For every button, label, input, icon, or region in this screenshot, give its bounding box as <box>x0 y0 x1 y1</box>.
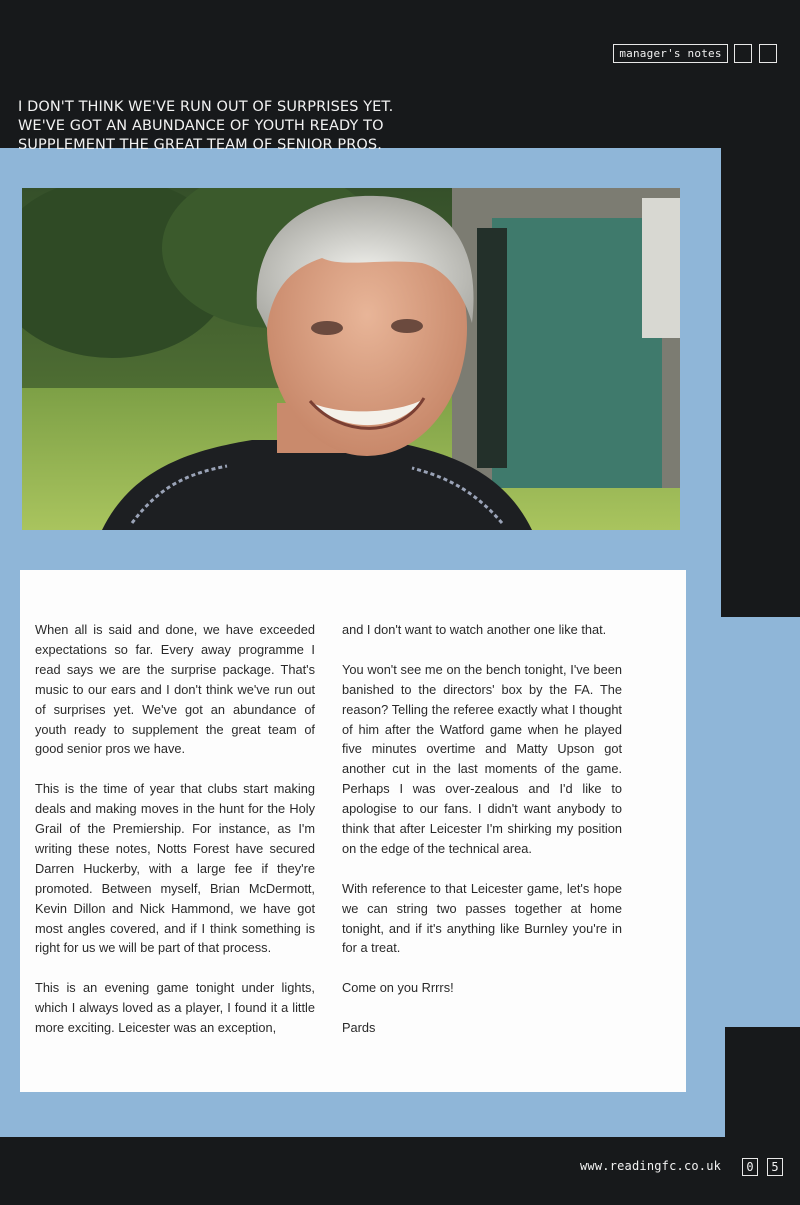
paragraph: and I don't want to watch another one like that. <box>342 622 607 637</box>
pull-quote-line: WE'VE GOT AN ABUNDANCE OF YOUTH READY TO <box>18 118 384 134</box>
tag-box-decoration <box>759 44 777 63</box>
section-tag: manager's notes <box>613 44 728 63</box>
footer-url: www.readingfc.co.uk <box>580 1159 722 1173</box>
page-number-digit: 5 <box>767 1158 783 1176</box>
article-column-left <box>35 620 315 1058</box>
article-column-right <box>342 620 622 1058</box>
paragraph: With reference to that Leicester game, let's hope we can string two passes together at home tonight, and if it's anything like Burnley you're in for a treat. <box>342 880 622 956</box>
paragraph: Come on you Rrrrs! <box>342 980 454 996</box>
signature: Pards <box>342 1020 376 1036</box>
pull-quote <box>18 98 418 155</box>
paragraph: When all is said and done, we have exceeded expectations so far. Every away programme I read says we are the surprise package. That's music to our ears and I don't think we've run out of surprises yet. We've got an abundance of youth ready to supplement the great team of good senior pros we have. <box>35 622 315 757</box>
pull-quote-line: SUPPLEMENT THE GREAT TEAM OF SENIOR PROS. <box>18 137 382 153</box>
blue-panel-left <box>0 570 20 1040</box>
article <box>20 570 686 1092</box>
pull-quote-line: I DON'T THINK WE'VE RUN OUT OF SURPRISES YET. <box>18 99 394 115</box>
paragraph: This is an evening game tonight under lights, which I always loved as a player, I found it a little more exciting. Leicester was an exception, <box>35 980 315 1036</box>
paragraph: You won't see me on the bench tonight, I've been banished to the directors' box by the FA. The reason? Telling the referee exactly what I thought of him after the Watford game when he played five minutes overtime and Matty Upson got another cut in the last moments of the game. Perhaps I was over-zealous and I'd like to apologise to our fans. I didn't want anybody to think that after Leicester I'm shirking my position on the edge of the technical area. <box>342 661 622 856</box>
paragraph: This is the time of year that clubs start making deals and making moves in the hunt for the Holy Grail of the Premiership. For instance, as I'm writing these notes, Notts Forest have secured Darren Huckerby, with a large fee if they're promoted. Between myself, Brian McDermott, Kevin Dillon and Nick Hammond, we have got most angles covered, and if I think something is right for us we will be part of that process. <box>35 781 315 956</box>
blue-panel-right <box>686 617 800 1027</box>
manager-photo <box>22 188 680 530</box>
tag-box-decoration <box>734 44 752 63</box>
page-number-digit: 0 <box>742 1158 758 1176</box>
manager-photo-illustration <box>22 188 680 530</box>
